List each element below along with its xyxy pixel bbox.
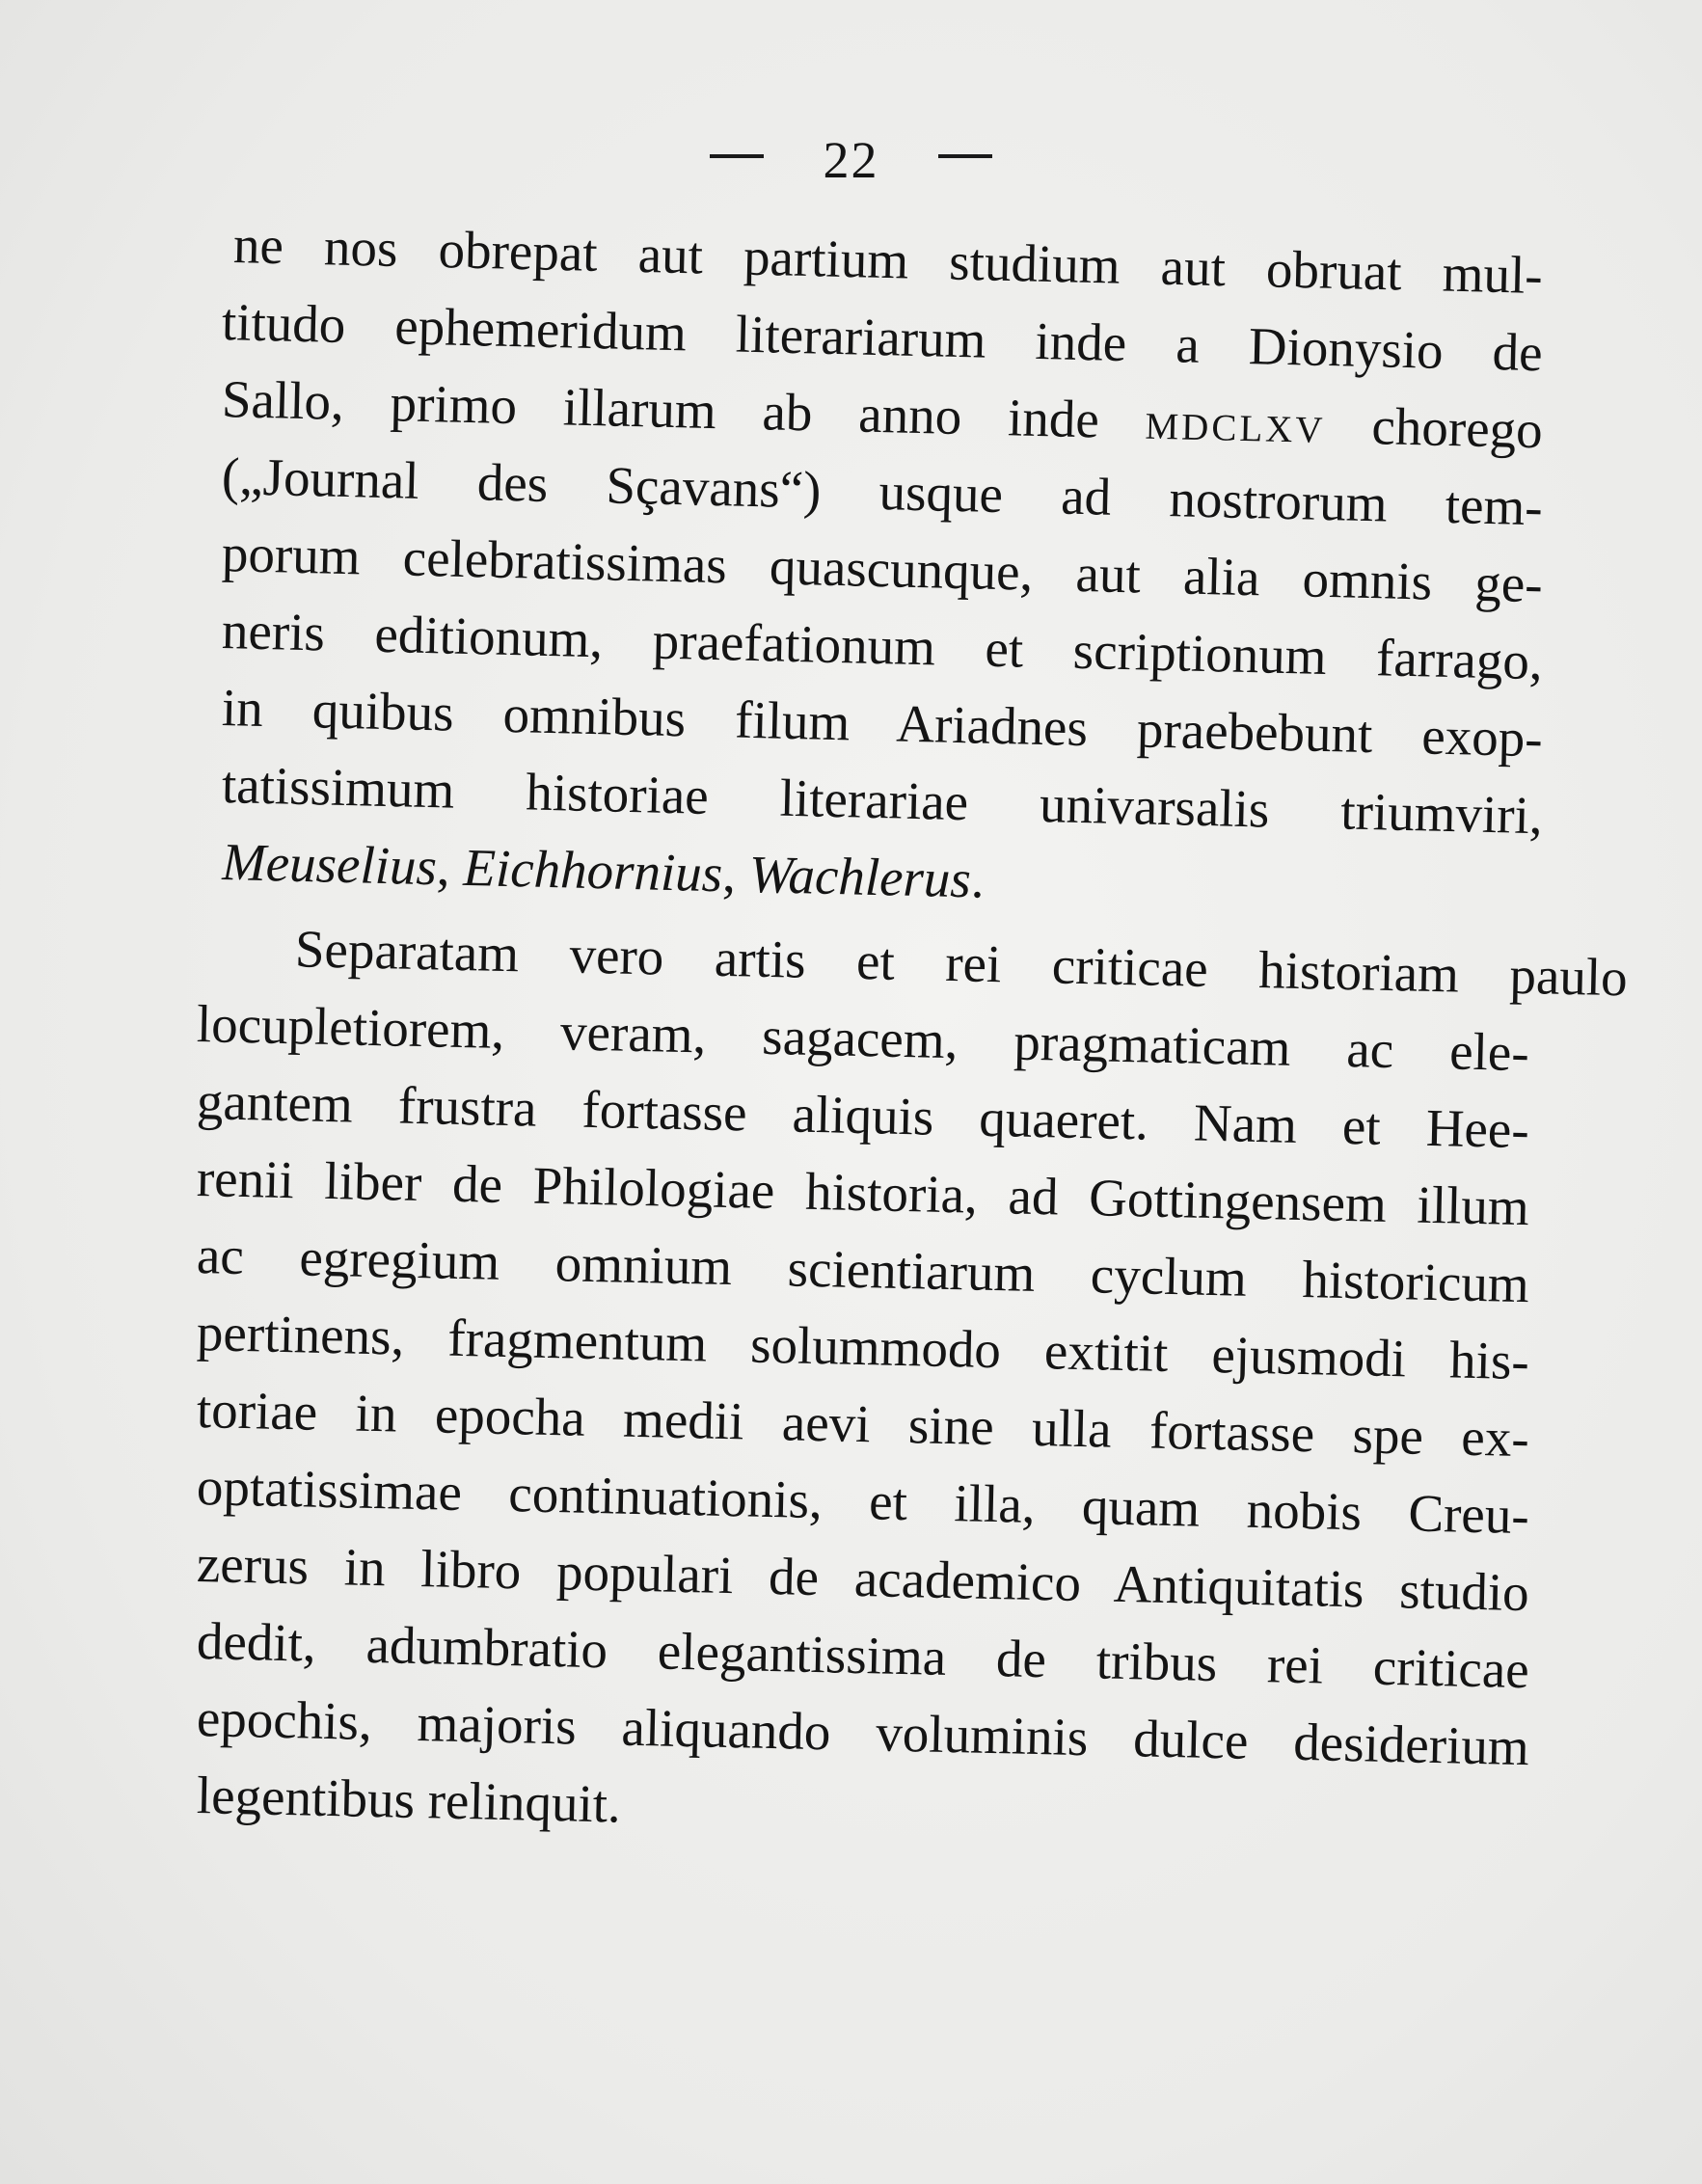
text-line: Meuselius, Eichhornius, Wachlerus. [221, 832, 986, 909]
header-dash-left [710, 154, 764, 158]
author-name: Meuselius [221, 832, 438, 897]
author-name: Eichhornius [462, 837, 723, 903]
text-line: epochis, majoris aliquando voluminis dulce desiderium [196, 1688, 1530, 1777]
text-segment: Sallo, primo illarum ab anno inde [221, 369, 1100, 449]
author-name: Wachlerus [748, 844, 972, 909]
text-line: gantem frustra fortasse aliquis quaeret. Nam et Hee- [196, 1071, 1530, 1160]
text-line: legentibus relinquit. [196, 1766, 622, 1834]
text-line: locupletiorem, veram, sagacem, pragmaticam ac ele- [196, 994, 1530, 1083]
text-line: dedit, adumbratio elegantissima de tribus rei criticae [196, 1611, 1530, 1700]
text-line: optatissimae continuationis, et illa, quam nobis Creu- [196, 1457, 1530, 1546]
text-line: renii liber de Philologiae historia, ad Gottingensem illum [196, 1148, 1530, 1237]
text-line: porum celebratissimas quascunque, aut alia omnis ge- [221, 524, 1544, 614]
header-dash-right [938, 154, 992, 158]
paragraph-1 [193, 206, 1544, 909]
text-line: in quibus omnibus filum Ariadnes praebebunt exop- [221, 678, 1544, 768]
page-number: 22 [823, 130, 879, 189]
text-line: ac egregium omnium scientiarum cyclum historicum [196, 1226, 1530, 1314]
paragraph-2 [193, 908, 1629, 1834]
text-line: toriae in epocha medii aevi sine ulla fortasse spe ex- [196, 1380, 1530, 1469]
text-line: neris editionum, praefationum et scriptionum farrago, [221, 601, 1544, 691]
page-body [193, 206, 1629, 1834]
text-line: („Journal des Sçavans“) usque ad nostrorum tem- [221, 446, 1544, 537]
text-line: pertinens, fragmentum solummodo extitit ejusmodi his- [196, 1303, 1530, 1391]
text-line: ne nos obrepat aut partium studium aut obruat mul- [232, 215, 1544, 305]
text-line: zerus in libro populari de academico Antiquitatis studio [196, 1534, 1530, 1623]
text-segment: chorego [1370, 396, 1544, 460]
text-line: Separatam vero artis et rei criticae historiam paulo [294, 919, 1629, 1008]
text-line: titudo ephemeridum literariarum inde a Dionysio de [221, 292, 1544, 383]
roman-numeral: mdclxv [1144, 391, 1327, 454]
page-header [0, 123, 1702, 191]
text-line: tatissimum historiae literariae univarsalis triumviri, [221, 755, 1544, 846]
